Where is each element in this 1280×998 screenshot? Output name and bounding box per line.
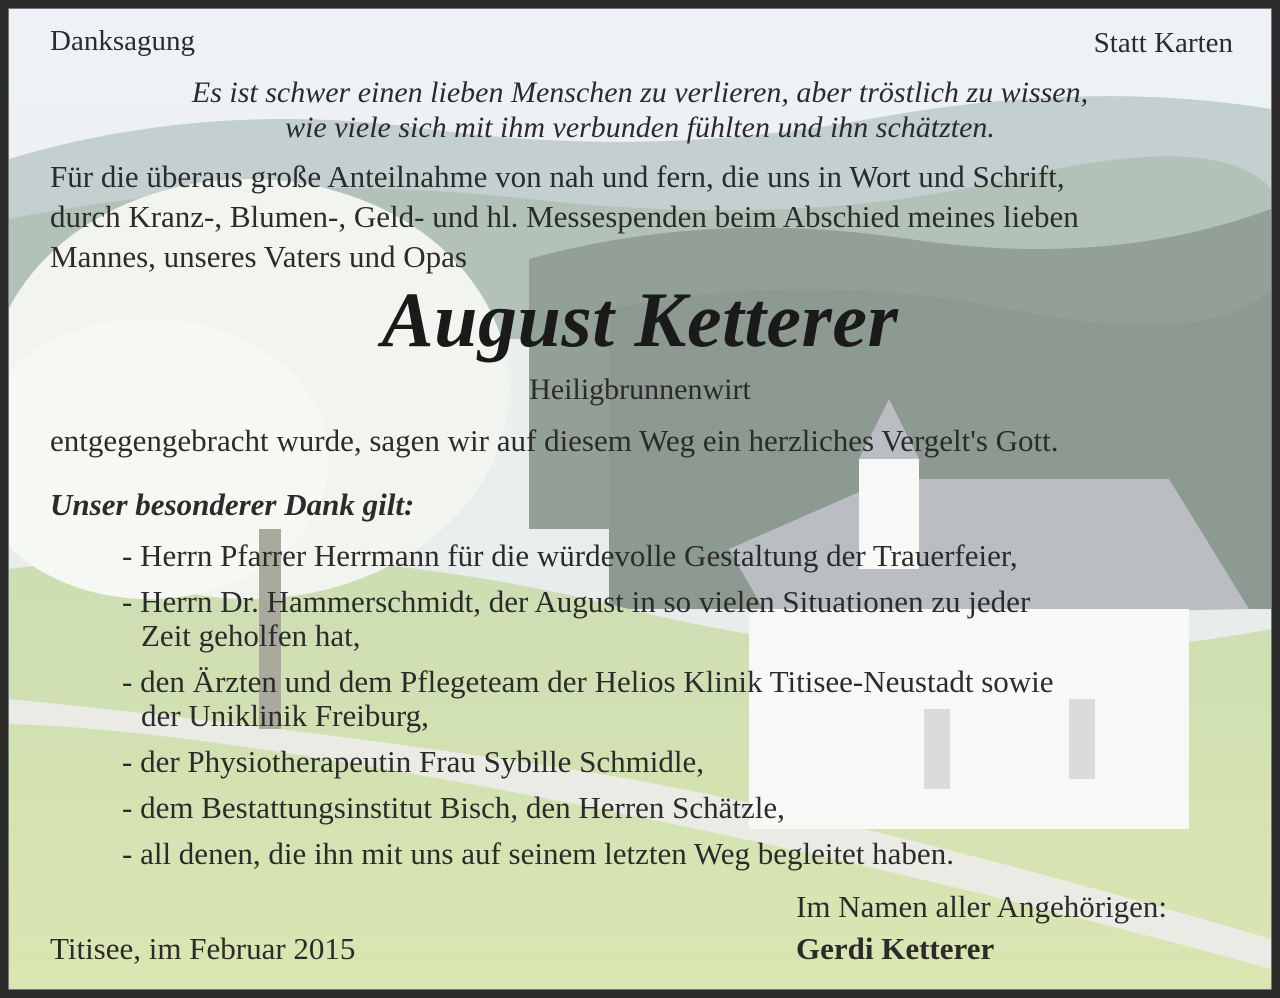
obituary-card (8, 8, 1272, 990)
thanks-list (122, 539, 1054, 871)
deceased-subtitle: Heiligbrunnenwirt (529, 373, 751, 406)
on-behalf-label: Im Namen aller Angehörigen: (796, 889, 1168, 924)
thanks-item: - Herrn Dr. Hammerschmidt, der August in so vielen Situationen zu jeder Zeit geholfen hat, (122, 584, 1031, 653)
thanks-item: - den Ärzten und dem Pflegeteam der Helios Klinik Titisee-Neustadt sowie der Uniklinik Freiburg, (122, 664, 1054, 733)
quote-line: Es ist schwer einen lieben Menschen zu verlieren, aber tröstlich zu wissen, (191, 76, 1089, 109)
header-label: Danksagung (50, 25, 195, 57)
thanks-item: - Herrn Pfarrer Herrmann für die würdevolle Gestaltung der Trauerfeier, (122, 538, 1018, 573)
intro-line: Für die überaus große Anteilnahme von nah und fern, die uns in Wort und Schrift, (50, 159, 1065, 194)
thanks-item: - dem Bestattungsinstitut Bisch, den Herren Schätzle, (122, 790, 785, 825)
quote (9, 75, 1271, 145)
signer-name: Gerdi Ketterer (796, 931, 995, 966)
thanks-item: - all denen, die ihn mit uns auf seinem letzten Weg begleitet haben. (122, 836, 954, 871)
intro-line: Mannes, unseres Vaters und Opas (50, 239, 467, 274)
header-notice: Statt Karten (1093, 27, 1233, 59)
place-date: Titisee, im Februar 2015 (50, 931, 356, 966)
deceased-name: August Ketterer (381, 276, 899, 363)
closing-line: entgegengebracht wurde, sagen wir auf diesem Weg ein herzliches Vergelt's Gott. (50, 423, 1059, 458)
intro-line: durch Kranz-, Blumen-, Geld- und hl. Messespenden beim Abschied meines lieben (50, 199, 1079, 234)
thanks-heading: Unser besonderer Dank gilt: (50, 487, 415, 522)
thanks-item: - der Physiotherapeutin Frau Sybille Schmidle, (122, 744, 705, 779)
quote-line: wie viele sich mit ihm verbunden fühlten und ihn schätzten. (285, 111, 995, 144)
intro-paragraph (50, 157, 1079, 277)
